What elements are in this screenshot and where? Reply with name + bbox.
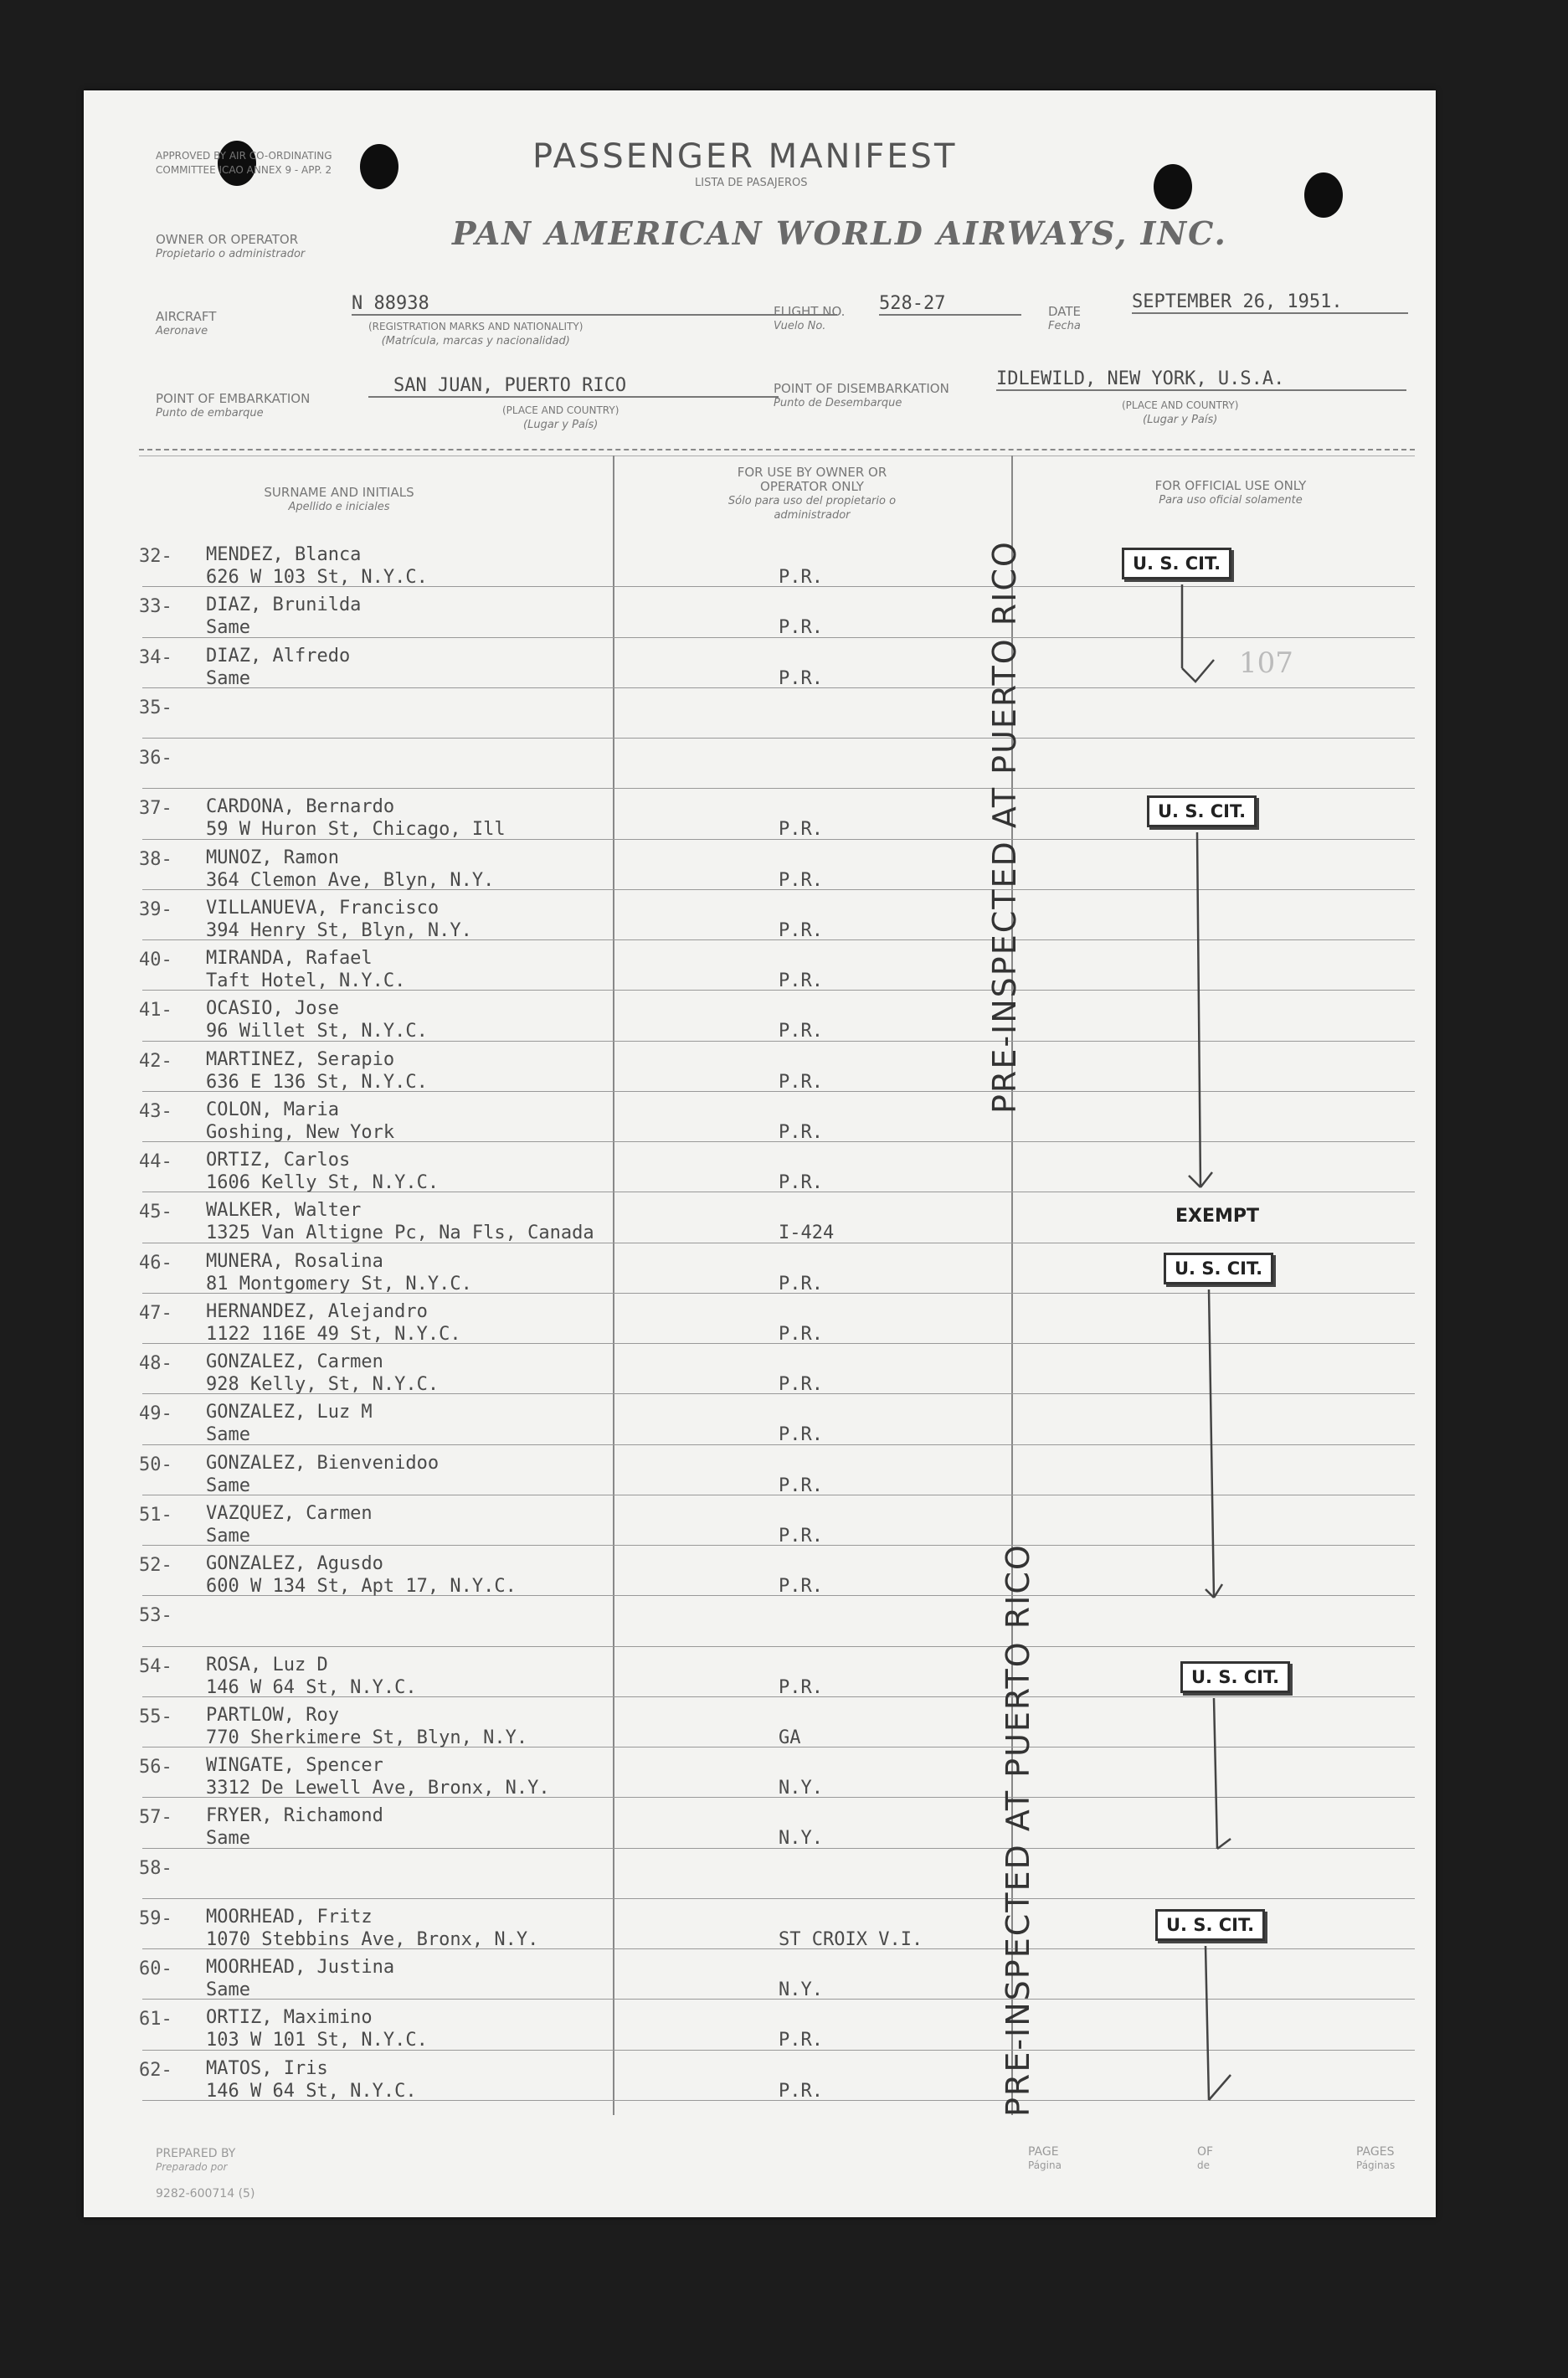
preinspected-stamp-upper: PRE-INSPECTED AT PUERTO RICO (986, 540, 1023, 1114)
passenger-name: DIAZ, Brunilda (206, 594, 362, 616)
aircraft-value: N 88938 (352, 293, 837, 316)
column-header-owner-use-en: FOR USE BY OWNER OR OPERATOR ONLY (737, 465, 887, 494)
disembark-label-en: POINT OF DISEMBARKATION (774, 381, 949, 396)
passenger-address: 600 W 134 St, Apt 17, N.Y.C. (206, 1576, 517, 1597)
of-label (1197, 2145, 1213, 2172)
operator-use-code: P.R. (779, 567, 823, 588)
operator-name: PAN AMERICAN WORLD AIRWAYS, INC. (452, 214, 1227, 252)
passenger-address: Same (206, 1525, 250, 1547)
prepared-by-label (156, 2147, 235, 2174)
passenger-number: 45- (139, 1202, 172, 1223)
of-label-es: de (1197, 2159, 1210, 2171)
passenger-number: 62- (139, 2059, 172, 2081)
passenger-address: 146 W 64 St, N.Y.C. (206, 1676, 417, 1698)
column-header-official-use-en: FOR OFFICIAL USE ONLY (1154, 478, 1307, 493)
bracket-mark (1206, 1289, 1222, 1598)
embark-label-en: POINT OF EMBARKATION (156, 391, 311, 406)
passenger-name: VILLANUEVA, Francisco (206, 897, 440, 919)
page-label (1028, 2145, 1062, 2172)
bracket-mark (1182, 584, 1214, 682)
passenger-name: PARTLOW, Roy (206, 1704, 339, 1726)
operator-use-code: P.R. (779, 1475, 823, 1496)
operator-use-code: P.R. (779, 667, 823, 689)
flight-label-en: FLIGHT NO. (774, 304, 846, 319)
disembark-value: IDLEWILD, NEW YORK, U.S.A. (996, 368, 1406, 391)
passenger-number: 56- (139, 1757, 172, 1778)
owner-label-en: OWNER OR OPERATOR (156, 232, 299, 247)
operator-use-code: P.R. (779, 617, 823, 639)
passenger-name: MENDEZ, Blanca (206, 544, 362, 565)
page-subtitle: LISTA DE PASAJEROS (695, 177, 808, 189)
aircraft-label-en: AIRCRAFT (156, 309, 217, 324)
passenger-address: 59 W Huron St, Chicago, Ill (206, 819, 506, 841)
passenger-number: 33- (139, 596, 172, 618)
column-header-surname-en: SURNAME AND INITIALS (264, 485, 414, 500)
operator-use-code: P.R. (779, 869, 823, 891)
bracket-mark (1206, 1946, 1231, 2100)
passenger-address: Same (206, 617, 250, 639)
passenger-number: 32- (139, 546, 172, 567)
passenger-number: 36- (139, 748, 172, 769)
embark-place-note-es: (Lugar y País) (523, 419, 599, 431)
operator-use-code: P.R. (779, 1172, 823, 1193)
passenger-number: 42- (139, 1050, 172, 1072)
disembark-place-note-en: (PLACE AND COUNTRY) (1122, 399, 1239, 411)
page-title: PASSENGER MANIFEST (532, 137, 958, 176)
passenger-name: MOORHEAD, Justina (206, 1957, 395, 1978)
passenger-number: 44- (139, 1151, 172, 1172)
passenger-address: 394 Henry St, Blyn, N.Y. (206, 919, 472, 941)
checkmark-brackets (84, 90, 1436, 2217)
passenger-number: 57- (139, 1807, 172, 1829)
passenger-number: 43- (139, 1100, 172, 1122)
passenger-name: ORTIZ, Carlos (206, 1150, 351, 1171)
exempt-stamp: EXEMPT (1175, 1206, 1260, 1227)
passenger-address: Same (206, 1424, 250, 1446)
passenger-number: 39- (139, 898, 172, 920)
passenger-address: Taft Hotel, N.Y.C. (206, 970, 406, 991)
operator-use-code: P.R. (779, 1374, 823, 1395)
date-label-es: Fecha (1048, 320, 1081, 332)
bracket-mark (1214, 1698, 1231, 1849)
passenger-number: 54- (139, 1655, 172, 1677)
passenger-name: WALKER, Walter (206, 1200, 362, 1222)
form-number: 9282-600714 (5) (156, 2187, 255, 2200)
operator-use-code: P.R. (779, 1676, 823, 1698)
passenger-name: MATOS, Iris (206, 2057, 328, 2079)
embark-label-es: Punto de embarque (156, 407, 264, 419)
pages-label-es: Páginas (1356, 2159, 1396, 2171)
passenger-number: 47- (139, 1302, 172, 1324)
passenger-number: 50- (139, 1454, 172, 1475)
embark-place-note-en: (PLACE AND COUNTRY) (502, 404, 619, 416)
passenger-number: 37- (139, 798, 172, 820)
us-cit-stamp: U. S. CIT. (1155, 1909, 1265, 1941)
passenger-number: 48- (139, 1353, 172, 1374)
column-header-official-use-es: Para uso oficial solamente (1159, 494, 1303, 507)
column-header-surname-es: Apellido e iniciales (288, 501, 390, 513)
passenger-number: 53- (139, 1605, 172, 1627)
passenger-number: 46- (139, 1252, 172, 1274)
disembark-place-note-es: (Lugar y País) (1143, 414, 1218, 426)
operator-use-code: I-424 (779, 1222, 835, 1244)
us-cit-stamp: U. S. CIT. (1180, 1661, 1290, 1693)
passenger-name: MUNOZ, Ramon (206, 847, 339, 868)
passenger-name: DIAZ, Alfredo (206, 645, 351, 667)
passenger-name: GONZALEZ, Luz M (206, 1402, 373, 1423)
passenger-number: 35- (139, 697, 172, 718)
passenger-address: 770 Sherkimere St, Blyn, N.Y. (206, 1727, 528, 1748)
passenger-number: 52- (139, 1555, 172, 1576)
bracket-mark (1189, 832, 1212, 1187)
passenger-name: ORTIZ, Maximino (206, 2007, 373, 2029)
passenger-name: OCASIO, Jose (206, 998, 339, 1020)
passenger-address: 1070 Stebbins Ave, Bronx, N.Y. (206, 1928, 539, 1950)
operator-use-code: P.R. (779, 1323, 823, 1345)
flight-date: SEPTEMBER 26, 1951. (1132, 291, 1408, 314)
passenger-address: 96 Willet St, N.Y.C. (206, 1021, 428, 1042)
manifest-page (84, 90, 1436, 2217)
passenger-address: 1325 Van Altigne Pc, Na Fls, Canada (206, 1222, 594, 1244)
approval-note: APPROVED BY AIR CO-ORDINATING COMMITTEE ICAO ANNEX 9 - APP. 2 (156, 150, 332, 176)
passenger-number: 49- (139, 1403, 172, 1425)
operator-use-code: N.Y. (779, 1828, 823, 1850)
flight-label-es: Vuelo No. (774, 320, 826, 332)
passenger-address: Same (206, 1475, 250, 1496)
aircraft-note-en: (REGISTRATION MARKS AND NATIONALITY) (368, 321, 584, 332)
operator-use-code: P.R. (779, 970, 823, 991)
passenger-number: 58- (139, 1857, 172, 1879)
passenger-address: 364 Clemon Ave, Blyn, N.Y. (206, 869, 495, 891)
disembark-label-es: Punto de Desembarque (774, 397, 902, 409)
passenger-name: MIRANDA, Rafael (206, 948, 373, 969)
date-label-en: DATE (1048, 304, 1082, 319)
flight-number: 528-27 (879, 293, 1021, 316)
operator-use-code: GA (779, 1727, 801, 1748)
operator-use-code: P.R. (779, 819, 823, 841)
passenger-address: 81 Montgomery St, N.Y.C. (206, 1273, 472, 1295)
passenger-name: MARTINEZ, Serapio (206, 1048, 395, 1070)
passenger-address: Same (206, 1979, 250, 2000)
passenger-address: 103 W 101 St, N.Y.C. (206, 2030, 428, 2051)
passenger-address: Same (206, 1828, 250, 1850)
passenger-name: HERNANDEZ, Alejandro (206, 1300, 428, 1322)
us-cit-stamp: U. S. CIT. (1147, 795, 1257, 827)
passenger-address: 146 W 64 St, N.Y.C. (206, 2080, 417, 2102)
page-label-es: Página (1028, 2159, 1062, 2171)
pages-label (1356, 2145, 1395, 2172)
operator-use-code: N.Y. (779, 1778, 823, 1799)
aircraft-label-es: Aeronave (156, 325, 208, 337)
column-header-owner-use-es: Sólo para uso del propietario o administrador (727, 495, 897, 522)
passenger-name: WINGATE, Spencer (206, 1755, 383, 1776)
operator-use-code: P.R. (779, 2080, 823, 2102)
operator-use-code: P.R. (779, 1525, 823, 1547)
operator-use-code: P.R. (779, 1576, 823, 1597)
aircraft-note-es: (Matrícula, marcas y nacionalidad) (381, 335, 570, 347)
passenger-number: 41- (139, 1000, 172, 1022)
passenger-number: 59- (139, 1907, 172, 1929)
passenger-address: 626 W 103 St, N.Y.C. (206, 567, 428, 588)
passenger-number: 34- (139, 646, 172, 668)
operator-use-code: P.R. (779, 2030, 823, 2051)
operator-use-code: ST CROIX V.I. (779, 1928, 923, 1950)
passenger-name: ROSA, Luz D (206, 1654, 328, 1675)
passenger-number: 61- (139, 2009, 172, 2031)
handwritten-number: 107 (1239, 646, 1293, 680)
passenger-number: 40- (139, 950, 172, 970)
passenger-address: Goshing, New York (206, 1121, 395, 1143)
passenger-name: GONZALEZ, Agusdo (206, 1553, 383, 1574)
embark-value: SAN JUAN, PUERTO RICO (368, 375, 779, 398)
operator-use-code: P.R. (779, 1121, 823, 1143)
passenger-address: 1122 116E 49 St, N.Y.C. (206, 1323, 461, 1345)
passenger-address: Same (206, 667, 250, 689)
owner-label-es: Propietario o administrador (156, 248, 306, 260)
passenger-number: 38- (139, 848, 172, 870)
passenger-name: FRYER, Richamond (206, 1805, 383, 1827)
passenger-number: 51- (139, 1504, 172, 1526)
pages-label-en: PAGES (1356, 2145, 1395, 2159)
us-cit-stamp: U. S. CIT. (1122, 548, 1231, 579)
prepared-by-en: PREPARED BY (156, 2147, 236, 2160)
passenger-name: VAZQUEZ, Carmen (206, 1502, 373, 1524)
passenger-name: GONZALEZ, Bienvenidoo (206, 1452, 440, 1474)
operator-use-code: P.R. (779, 919, 823, 941)
passenger-name: MUNERA, Rosalina (206, 1250, 383, 1272)
us-cit-stamp: U. S. CIT. (1164, 1253, 1273, 1284)
operator-use-code: P.R. (779, 1021, 823, 1042)
passenger-address: 1606 Kelly St, N.Y.C. (206, 1172, 440, 1193)
prepared-by-es: Preparado por (156, 2161, 228, 2173)
passenger-name: MOORHEAD, Fritz (206, 1906, 373, 1928)
operator-use-code: P.R. (779, 1273, 823, 1295)
operator-use-code: P.R. (779, 1071, 823, 1093)
operator-use-code: N.Y. (779, 1979, 823, 2000)
passenger-name: COLON, Maria (206, 1099, 339, 1120)
page-label-en: PAGE (1028, 2145, 1059, 2159)
passenger-number: 55- (139, 1706, 172, 1727)
passenger-address: 928 Kelly, St, N.Y.C. (206, 1374, 440, 1395)
passenger-address: 3312 De Lewell Ave, Bronx, N.Y. (206, 1778, 550, 1799)
passenger-name: CARDONA, Bernardo (206, 796, 395, 818)
preinspected-stamp-lower: PRE-INSPECTED AT PUERTO RICO (1000, 1543, 1036, 2117)
of-label-en: OF (1197, 2145, 1214, 2159)
operator-use-code: P.R. (779, 1424, 823, 1446)
passenger-name: GONZALEZ, Carmen (206, 1351, 383, 1372)
passenger-address: 636 E 136 St, N.Y.C. (206, 1071, 428, 1093)
passenger-number: 60- (139, 1959, 172, 1979)
